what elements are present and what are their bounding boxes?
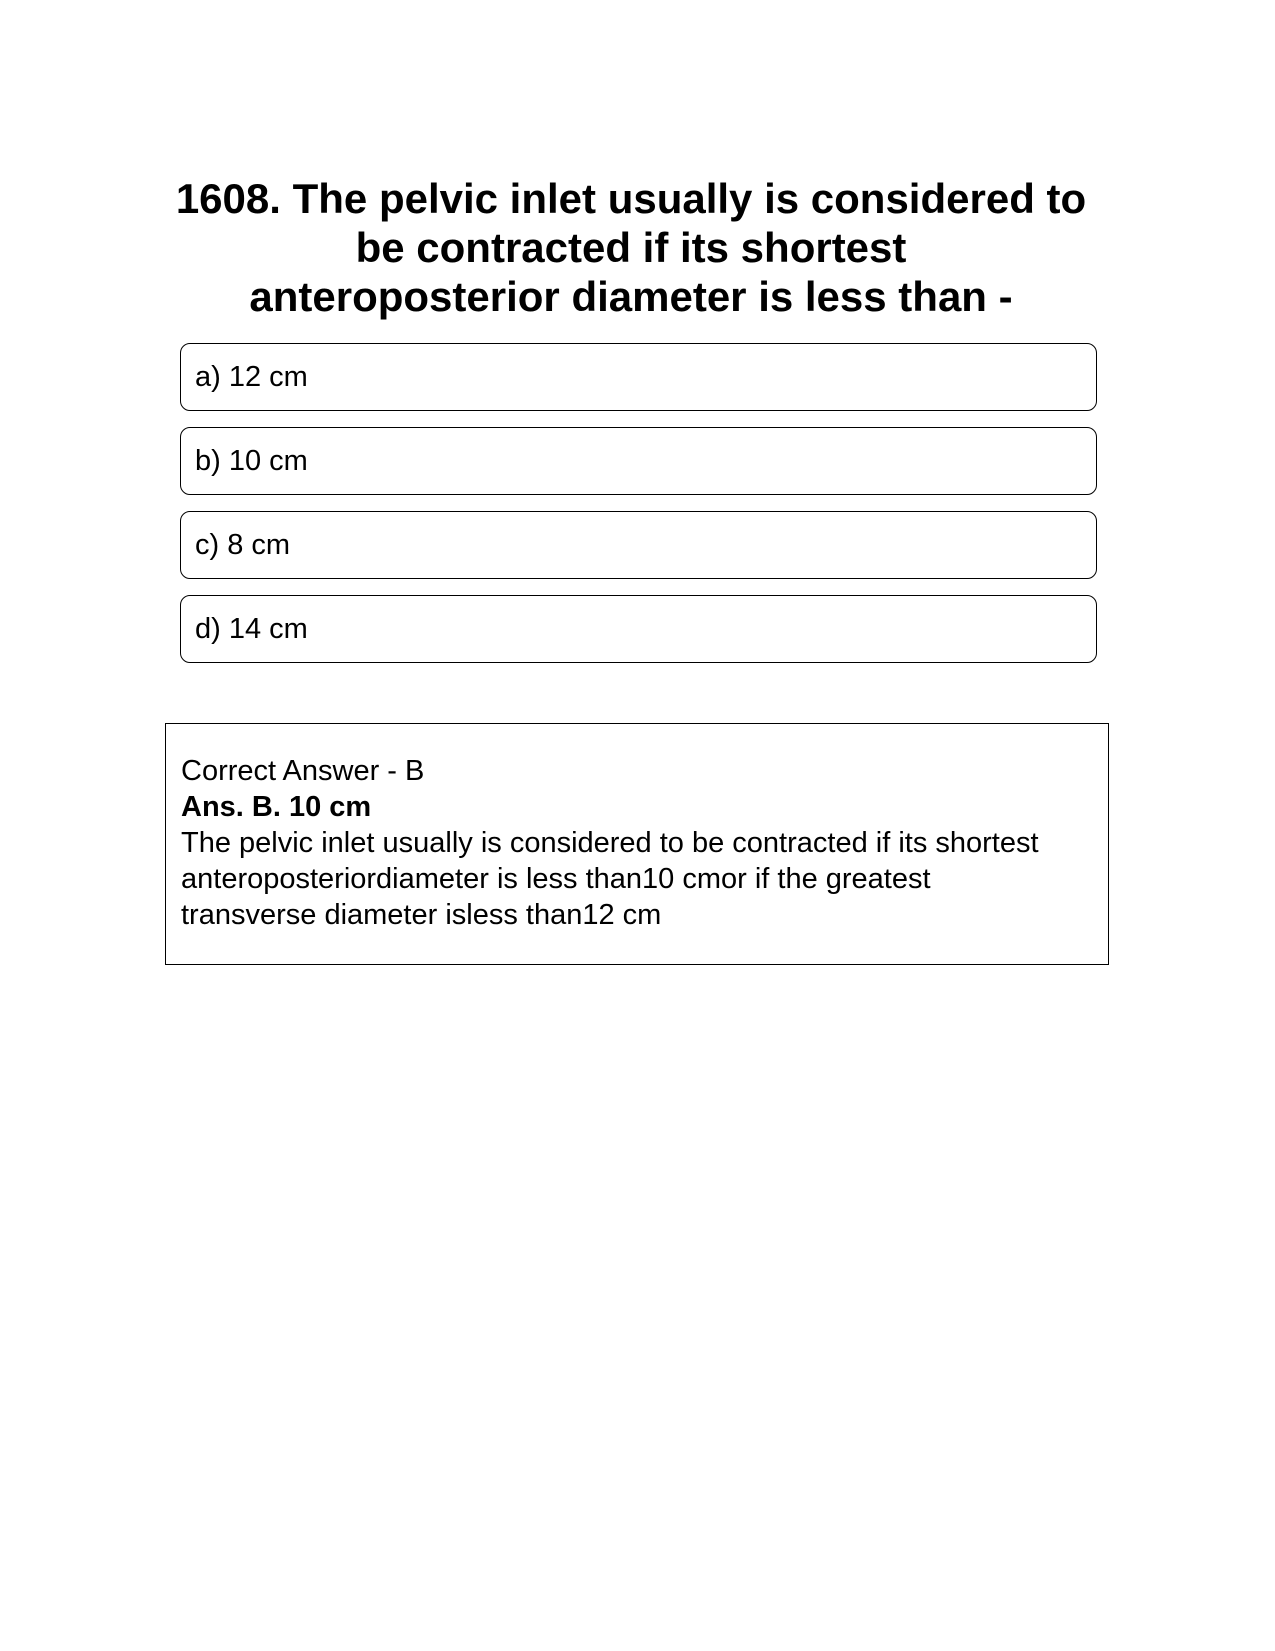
option-b[interactable] [180, 427, 1097, 495]
question-number: 1608. [175, 175, 281, 222]
option-letter: d) [195, 612, 221, 645]
option-text: 12 cm [228, 360, 308, 393]
option-letter: c) [195, 528, 220, 561]
explanation-line-1: The pelvic inlet usually is considered to be contracted if its shortest [181, 827, 1039, 859]
question-line-2: be contracted if its shortest [355, 224, 907, 271]
option-text: 10 cm [228, 444, 308, 477]
explanation-line-3: transverse diameter isless than12 cm [181, 899, 662, 931]
option-letter: b) [195, 444, 221, 477]
question-line-3: anteroposterior diameter is less than - [249, 273, 1013, 320]
explanation-line-2: anteroposteriordiameter is less than10 cmor if the greatest [181, 863, 931, 895]
option-a[interactable] [180, 343, 1097, 411]
option-letter: a) [195, 360, 221, 393]
option-c[interactable] [180, 511, 1097, 579]
options-list [180, 343, 1097, 679]
answer-heading: Ans. B. 10 cm [181, 791, 372, 823]
option-text: 8 cm [227, 528, 291, 561]
option-text: 14 cm [228, 612, 308, 645]
option-d[interactable] [180, 595, 1097, 663]
question-title [170, 174, 1092, 321]
correct-answer-label: Correct Answer - B [181, 755, 425, 787]
question-line-1: 1608. The pelvic inlet usually is considered to [175, 175, 1087, 222]
answer-box [165, 723, 1109, 965]
